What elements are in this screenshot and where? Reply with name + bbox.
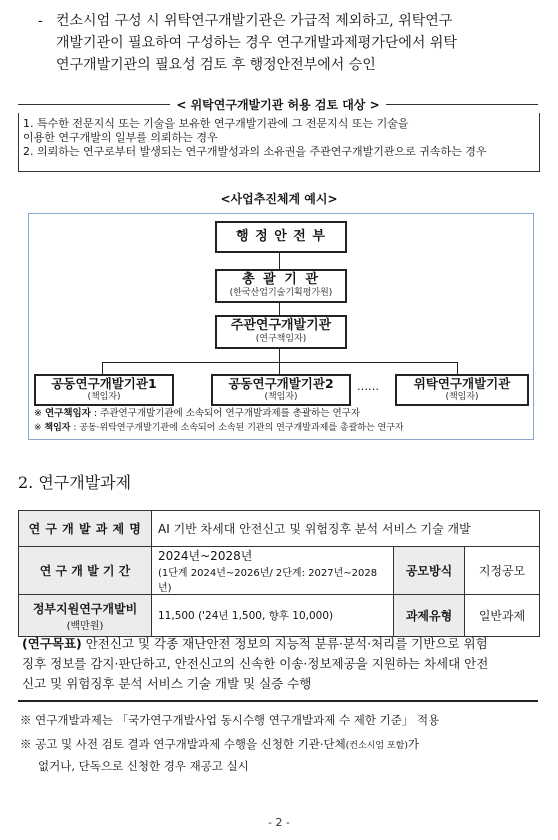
method-value: 지정공모 [465,547,540,595]
page-number: - 2 - [268,816,290,829]
table-row [19,547,540,595]
org-diagram [28,213,534,440]
period-cell [152,547,394,595]
period-sub: (1단계 2024년~2026년/ 2단계: 2027년~2028년) [158,568,378,594]
connector-line [279,347,280,362]
footnote-reannounce [20,733,550,757]
consign-review-item: 2. 의뢰하는 연구로부터 발생되는 연구개발성과의 소유권을 주관연구개발기관으로 귀속하는 경우 [23,145,487,158]
footnote-text: 가 [407,737,419,751]
task-name-label: 연 구 개 발 과 제 명 [19,511,152,547]
type-value: 일반과제 [465,595,540,637]
consign-review-header [18,96,538,112]
joint-institution-1-sub: (책임자) [87,392,121,402]
intro-line: 연구개발기관의 필요성 검토 후 행정안전부에서 승인 [56,57,376,73]
method-label: 공모방식 [394,547,465,595]
research-goal [18,634,538,702]
goal-text: 안전신고 및 각종 재난안전 정보의 지능적 분류·분석·처리를 기반으로 위험 [85,636,488,651]
note-mark: ※ [34,408,42,419]
footnote-small: (컨소시엄 포함) [345,741,408,751]
connector-line [457,362,458,374]
ellipsis: …… [357,380,379,393]
footnote-reannounce-cont: 없거나, 단독으로 신청한 경우 재공고 실시 [38,759,249,773]
consign-review-title: < 위탁연구개발기관 허용 검토 대상 > [170,98,385,112]
goal-line: 징후 정보를 감지·판단하고, 안전신고의 신속한 이송·정보제공을 지원하는 차세대 안전 [22,656,489,671]
goal-line: 신고 및 위험징후 분석 서비스 기술 개발 및 실증 수행 [22,676,312,691]
intro-line: 개발기관이 필요하여 구성하는 경우 연구개발과제평가단에서 위탁 [56,35,457,51]
consign-review-item: 1. 특수한 전문지식 또는 기술을 보유한 연구개발기관에 그 전문지식 또는 기술을 [23,117,409,130]
task-table [18,510,540,637]
general-agency-sub: (한국산업기술기획평가원) [229,288,333,298]
table-row [19,595,540,637]
budget-label: 정부지원연구개발비 [32,601,138,616]
note-mark: ※ [34,423,42,433]
intro-line: 컨소시엄 구성 시 위탁연구개발기관은 가급적 제외하고, 위탁연구 [56,13,453,29]
ministry-box [215,221,347,253]
consign-review-box [18,113,540,172]
budget-unit: (백만원) [66,620,104,632]
task-name-value: AI 기반 차세대 안전신고 및 위험징후 분석 서비스 기술 개발 [152,511,540,547]
note-text: : 주관연구개발기관에 소속되어 연구개발과제를 총괄하는 연구자 [93,408,361,419]
joint-institution-1-title: 공동연구개발기관1 [51,376,157,391]
intro-paragraph [56,10,546,76]
goal-label: (연구목표) [22,636,82,651]
note-label: 연구책임자 [45,408,91,419]
footnote-limit: ※ 연구개발과제는 「국가연구개발사업 동시수행 연구개발과제 수 제한 기준」 적용 [20,713,440,727]
consign-institution-title: 위탁연구개발기관 [413,376,511,391]
lead-institution-title: 주관연구개발기관 [230,318,332,333]
table-row [19,511,540,547]
consign-institution-sub: (책임자) [445,392,479,402]
note-text: : 공동·위탁연구개발기관에 소속되어 소속된 기관의 연구개발과제를 총괄하는 연구자 [73,423,404,433]
general-agency-title: 총 괄 기 관 [242,272,320,287]
budget-value: 11,500 ('24년 1,500, 향후 10,000) [152,595,394,637]
ministry-label: 행 정 안 전 부 [236,229,326,244]
consign-review-item: 이용한 연구개발의 일부를 의뢰하는 경우 [23,131,218,144]
connector-line [279,362,280,374]
connector-line [102,362,103,374]
goal-line [18,634,538,654]
consign-institution-box [395,374,529,406]
joint-institution-2-sub: (책임자) [264,392,298,402]
section-title: 2. 연구개발과제 [18,473,132,492]
joint-institution-1-box [34,374,174,406]
connector-line [279,251,280,269]
joint-institution-2-title: 공동연구개발기관2 [228,376,334,391]
general-agency-box [215,269,347,303]
note-label: 책임자 [44,423,71,433]
budget-label-cell [19,595,152,637]
type-label: 과제유형 [394,595,465,637]
lead-institution-box [215,315,347,349]
lead-institution-sub: (연구책임자) [255,334,307,344]
period-label: 연 구 개 발 기 간 [19,547,152,595]
joint-institution-2-box [211,374,351,406]
footnote-text: ※ 공고 및 사전 검토 결과 연구개발과제 수행을 신청한 기관·단체 [20,737,346,751]
diagram-note-principal [34,406,529,421]
intro-bullet: - [38,13,43,29]
period-value: 2024년~2028년 [158,549,253,563]
diagram-title: <사업추진체계 예시> [220,192,338,206]
connector-line [279,301,280,315]
diagram-note-manager [34,421,529,436]
